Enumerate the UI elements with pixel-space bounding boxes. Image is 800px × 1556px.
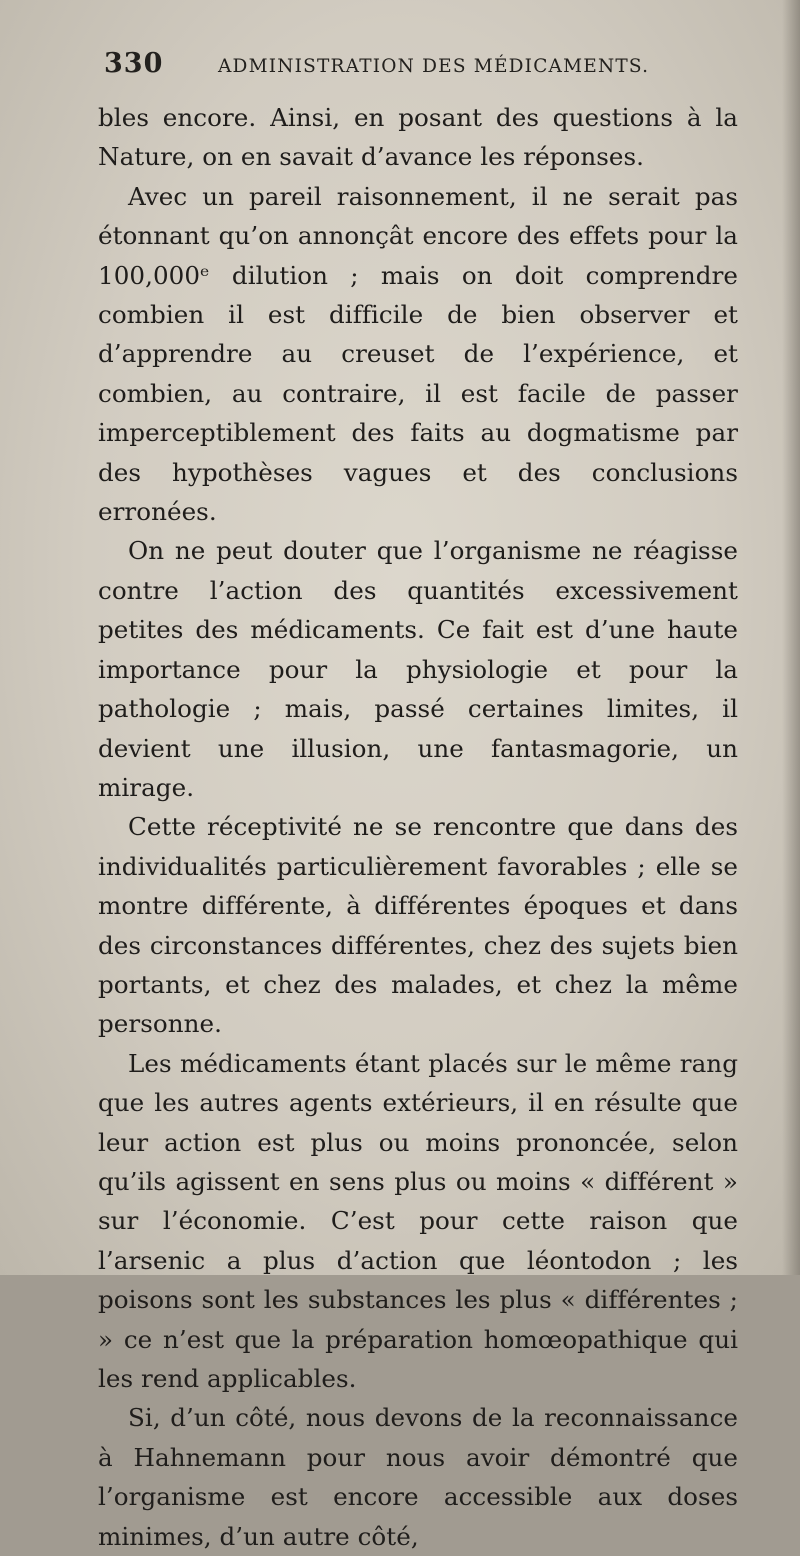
running-head <box>104 48 744 88</box>
running-title: ADMINISTRATION DES MÉDICAMENTS. <box>218 56 650 77</box>
body-text <box>98 98 738 1556</box>
page-number: 330 <box>104 48 164 79</box>
paragraph: On ne peut douter que l’organisme ne réagisse contre l’action des quantités excessivement petites des médicaments. Ce fait est d’une haute importance pour la physiologie et pour la pathologie ; mais, passé certaines limites, il devient une illusion, une fantasmagorie, un mirage. <box>98 536 738 802</box>
paragraph: Si, d’un côté, nous devons de la reconnaissance à Hahnemann pour nous avoir démontré que l’organisme est encore accessible aux doses minimes, d’un autre côté, <box>98 1403 738 1551</box>
paragraph: Avec un pareil raisonnement, il ne serait pas étonnant qu’on annonçât encore des effets pour la 100,000ᵉ dilution ; mais on doit comprendre combien il est difficile de bien observer et d’apprendre au creuset de l’expérience, et combien, au contraire, il est facile de passer imperceptiblement des faits au dogmatisme par des hypothèses vagues et des conclusions erronées. <box>98 181 738 527</box>
paragraph: Cette réceptivité ne se rencontre que dans des individualités particulièrement favorables ; elle se montre différente, à différentes époques et dans des circonstances différentes, chez des sujets bien portants, et chez des malades, et chez la même personne. <box>98 812 738 1039</box>
paragraph: Les médicaments étant placés sur le même rang que les autres agents extérieurs, il en résulte que leur action est plus ou moins prononcée, selon qu’ils agissent en sens plus ou moins « différent » sur l’économie. C’est pour cette raison que l’arsenic a plus d’action que léontodon ; les poisons sont les substances les plus « différentes ; » ce n’est que la préparation homœopathique qui les rend applicables. <box>98 1048 738 1393</box>
paragraph-continuation: bles encore. Ainsi, en posant des questions à la Nature, on en savait d’avance les réponses. <box>98 103 738 172</box>
